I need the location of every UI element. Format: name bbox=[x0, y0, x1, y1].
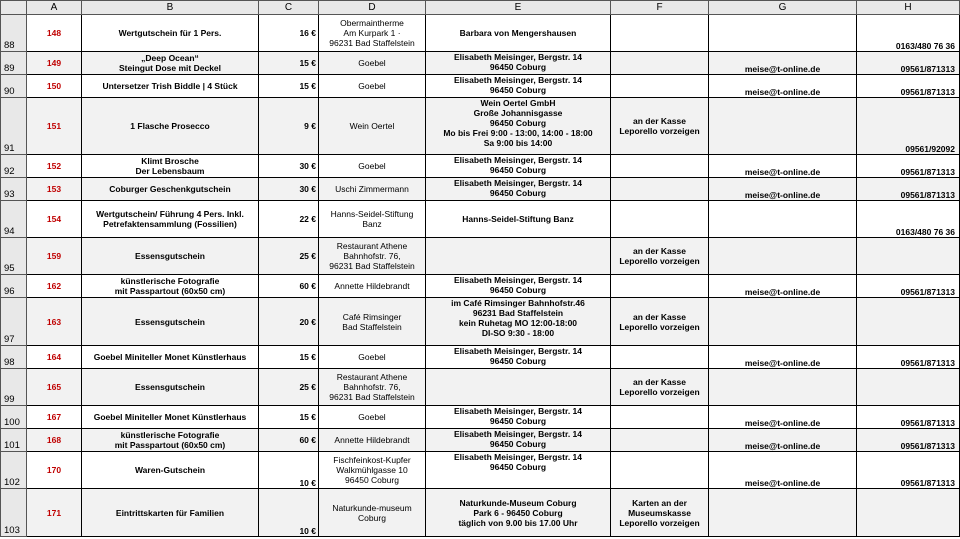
cell-e[interactable]: Elisabeth Meisinger, Bergstr. 14 96450 Coburg bbox=[426, 346, 611, 369]
cell-g[interactable]: meise@t-online.de bbox=[709, 155, 857, 178]
row-header[interactable]: 96 bbox=[1, 275, 27, 298]
cell-b[interactable]: „Deep Ocean“ Steingut Dose mit Deckel bbox=[82, 52, 259, 75]
cell-a[interactable]: 151 bbox=[27, 98, 82, 155]
cell-h[interactable]: 09561/871313 bbox=[857, 452, 960, 489]
cell-a[interactable]: 171 bbox=[27, 489, 82, 537]
cell-c[interactable]: 9 € bbox=[259, 98, 319, 155]
column-header-f[interactable]: F bbox=[611, 1, 709, 15]
column-header-g[interactable]: G bbox=[709, 1, 857, 15]
cell-e[interactable]: im Café Rimsinger Bahnhofstr.46 96231 Bad Staffelstein kein Ruhetag MO 12:00-18:00 DI-SO 9:30 - 18:00 bbox=[426, 298, 611, 346]
cell-g[interactable]: meise@t-online.de bbox=[709, 406, 857, 429]
cell-c[interactable]: 20 € bbox=[259, 298, 319, 346]
cell-c[interactable]: 30 € bbox=[259, 178, 319, 201]
cell-g[interactable] bbox=[709, 201, 857, 238]
cell-a[interactable]: 170 bbox=[27, 452, 82, 489]
cell-e[interactable]: Naturkunde-Museum Coburg Park 6 - 96450 Coburg täglich von 9.00 bis 17.00 Uhr bbox=[426, 489, 611, 537]
table-row bbox=[1, 298, 960, 346]
cell-b[interactable]: Wertgutschein/ Führung 4 Pers. Inkl. Petrefaktensammlung (Fossilien) bbox=[82, 201, 259, 238]
cell-f[interactable] bbox=[611, 452, 709, 489]
table-row bbox=[1, 406, 960, 429]
cell-h[interactable]: 09561/92092 bbox=[857, 98, 960, 155]
cell-d[interactable]: Café Rimsinger Bad Staffelstein bbox=[319, 298, 426, 346]
table-row bbox=[1, 429, 960, 452]
cell-h[interactable] bbox=[857, 489, 960, 537]
cell-b[interactable]: 1 Flasche Prosecco bbox=[82, 98, 259, 155]
cell-e[interactable]: Elisabeth Meisinger, Bergstr. 14 96450 Coburg bbox=[426, 275, 611, 298]
row-header[interactable]: 98 bbox=[1, 346, 27, 369]
cell-d[interactable]: Goebel bbox=[319, 52, 426, 75]
cell-g[interactable] bbox=[709, 98, 857, 155]
cell-d[interactable]: Uschi Zimmermann bbox=[319, 178, 426, 201]
row-header[interactable]: 99 bbox=[1, 369, 27, 406]
table-row bbox=[1, 452, 960, 489]
cell-c[interactable]: 60 € bbox=[259, 429, 319, 452]
table-row bbox=[1, 178, 960, 201]
cell-a[interactable]: 163 bbox=[27, 298, 82, 346]
column-header-d[interactable]: D bbox=[319, 1, 426, 15]
cell-h[interactable]: 09561/871313 bbox=[857, 155, 960, 178]
row-header[interactable]: 94 bbox=[1, 201, 27, 238]
cell-g[interactable]: meise@t-online.de bbox=[709, 346, 857, 369]
cell-d[interactable]: Annette Hildebrandt bbox=[319, 275, 426, 298]
cell-g[interactable]: meise@t-online.de bbox=[709, 275, 857, 298]
table-row bbox=[1, 275, 960, 298]
cell-h[interactable]: 09561/871313 bbox=[857, 429, 960, 452]
cell-a[interactable]: 154 bbox=[27, 201, 82, 238]
cell-b[interactable]: künstlerische Fotografie mit Passpartout (60x50 cm) bbox=[82, 429, 259, 452]
cell-a[interactable]: 152 bbox=[27, 155, 82, 178]
cell-a[interactable]: 150 bbox=[27, 75, 82, 98]
table-row bbox=[1, 238, 960, 275]
cell-e[interactable]: Hanns-Seidel-Stiftung Banz bbox=[426, 201, 611, 238]
cell-e[interactable]: Wein Oertel GmbH Große Johannisgasse 96450 Coburg Mo bis Frei 9:00 - 13:00, 14:00 - 18:00 Sa 9:00 bis 14:00 bbox=[426, 98, 611, 155]
row-header[interactable]: 103 bbox=[1, 489, 27, 537]
column-header-c[interactable]: C bbox=[259, 1, 319, 15]
row-header[interactable]: 100 bbox=[1, 406, 27, 429]
cell-g[interactable]: meise@t-online.de bbox=[709, 452, 857, 489]
cell-b[interactable]: Essensgutschein bbox=[82, 238, 259, 275]
cell-e[interactable]: Barbara von Mengershausen bbox=[426, 15, 611, 52]
cell-b[interactable]: Eintrittskarten für Familien bbox=[82, 489, 259, 537]
cell-f[interactable] bbox=[611, 429, 709, 452]
cell-a[interactable]: 162 bbox=[27, 275, 82, 298]
cell-c[interactable]: 60 € bbox=[259, 275, 319, 298]
cell-b[interactable]: Essensgutschein bbox=[82, 298, 259, 346]
row-header[interactable]: 95 bbox=[1, 238, 27, 275]
cell-h[interactable] bbox=[857, 369, 960, 406]
cell-d[interactable]: Goebel bbox=[319, 346, 426, 369]
cell-d[interactable]: Hanns-Seidel-Stiftung Banz bbox=[319, 201, 426, 238]
cell-h[interactable]: 09561/871313 bbox=[857, 406, 960, 429]
cell-a[interactable]: 168 bbox=[27, 429, 82, 452]
cell-e[interactable]: Elisabeth Meisinger, Bergstr. 14 96450 Coburg bbox=[426, 178, 611, 201]
cell-d[interactable]: Restaurant Athene Bahnhofstr. 76, 96231 Bad Staffelstein bbox=[319, 238, 426, 275]
cell-g[interactable]: meise@t-online.de bbox=[709, 429, 857, 452]
table-row bbox=[1, 346, 960, 369]
row-header[interactable]: 97 bbox=[1, 298, 27, 346]
cell-a[interactable]: 164 bbox=[27, 346, 82, 369]
cell-c[interactable]: 25 € bbox=[259, 238, 319, 275]
cell-f[interactable] bbox=[611, 201, 709, 238]
cell-f[interactable]: an der Kasse Leporello vorzeigen bbox=[611, 298, 709, 346]
cell-g[interactable]: meise@t-online.de bbox=[709, 52, 857, 75]
column-header-a[interactable]: A bbox=[27, 1, 82, 15]
cell-c[interactable]: 15 € bbox=[259, 75, 319, 98]
cell-h[interactable] bbox=[857, 238, 960, 275]
cell-f[interactable] bbox=[611, 346, 709, 369]
cell-a[interactable]: 165 bbox=[27, 369, 82, 406]
cell-d[interactable]: Goebel bbox=[319, 75, 426, 98]
cell-g[interactable] bbox=[709, 489, 857, 537]
cell-c[interactable]: 16 € bbox=[259, 15, 319, 52]
select-all-corner[interactable] bbox=[1, 1, 27, 15]
cell-d[interactable]: Restaurant Athene Bahnhofstr. 76, 96231 Bad Staffelstein bbox=[319, 369, 426, 406]
row-header[interactable]: 101 bbox=[1, 429, 27, 452]
cell-h[interactable]: 09561/871313 bbox=[857, 275, 960, 298]
row-header[interactable]: 92 bbox=[1, 155, 27, 178]
row-header[interactable]: 89 bbox=[1, 52, 27, 75]
cell-b[interactable]: Waren-Gutschein bbox=[82, 452, 259, 489]
cell-c[interactable]: 25 € bbox=[259, 369, 319, 406]
cell-f[interactable] bbox=[611, 275, 709, 298]
cell-h[interactable]: 0163/480 76 36 bbox=[857, 201, 960, 238]
cell-c[interactable]: 15 € bbox=[259, 52, 319, 75]
cell-b[interactable]: Klimt Brosche Der Lebensbaum bbox=[82, 155, 259, 178]
cell-e[interactable]: Elisabeth Meisinger, Bergstr. 14 96450 Coburg bbox=[426, 452, 611, 489]
cell-b[interactable]: Wertgutschein für 1 Pers. bbox=[82, 15, 259, 52]
table-row bbox=[1, 52, 960, 75]
table-row bbox=[1, 75, 960, 98]
cell-h[interactable]: 09561/871313 bbox=[857, 75, 960, 98]
cell-d[interactable]: Annette Hildebrandt bbox=[319, 429, 426, 452]
cell-e[interactable] bbox=[426, 369, 611, 406]
row-header[interactable]: 93 bbox=[1, 178, 27, 201]
cell-g[interactable] bbox=[709, 15, 857, 52]
cell-b[interactable]: künstlerische Fotografie mit Passpartout (60x50 cm) bbox=[82, 275, 259, 298]
cell-d[interactable]: Goebel bbox=[319, 155, 426, 178]
cell-b[interactable]: Untersetzer Trish Biddle | 4 Stück bbox=[82, 75, 259, 98]
row-header[interactable]: 90 bbox=[1, 75, 27, 98]
cell-d[interactable]: Obermaintherme Am Kurpark 1 · 96231 Bad Staffelstein bbox=[319, 15, 426, 52]
cell-f[interactable] bbox=[611, 178, 709, 201]
cell-f[interactable]: an der Kasse Leporello vorzeigen bbox=[611, 238, 709, 275]
cell-c[interactable]: 15 € bbox=[259, 346, 319, 369]
cell-e[interactable]: Elisabeth Meisinger, Bergstr. 14 96450 Coburg bbox=[426, 52, 611, 75]
cell-a[interactable]: 167 bbox=[27, 406, 82, 429]
cell-f[interactable]: Karten an der Museumskasse Leporello vorzeigen bbox=[611, 489, 709, 537]
cell-b[interactable]: Coburger Geschenkgutschein bbox=[82, 178, 259, 201]
column-header-h[interactable]: H bbox=[857, 1, 960, 15]
cell-h[interactable]: 09561/871313 bbox=[857, 52, 960, 75]
row-header[interactable]: 91 bbox=[1, 98, 27, 155]
cell-a[interactable]: 148 bbox=[27, 15, 82, 52]
cell-f[interactable] bbox=[611, 75, 709, 98]
row-header[interactable]: 102 bbox=[1, 452, 27, 489]
cell-b[interactable]: Goebel Miniteller Monet Künstlerhaus bbox=[82, 406, 259, 429]
cell-d[interactable]: Wein Oertel bbox=[319, 98, 426, 155]
cell-f[interactable]: an der Kasse Leporello vorzeigen bbox=[611, 369, 709, 406]
cell-g[interactable]: meise@t-online.de bbox=[709, 75, 857, 98]
column-header-row bbox=[1, 1, 960, 15]
cell-g[interactable] bbox=[709, 298, 857, 346]
cell-a[interactable]: 159 bbox=[27, 238, 82, 275]
table-row bbox=[1, 155, 960, 178]
cell-e[interactable]: Elisabeth Meisinger, Bergstr. 14 96450 Coburg bbox=[426, 406, 611, 429]
cell-c[interactable]: 10 € bbox=[259, 489, 319, 537]
cell-h[interactable]: 09561/871313 bbox=[857, 346, 960, 369]
column-header-e[interactable]: E bbox=[426, 1, 611, 15]
cell-e[interactable] bbox=[426, 238, 611, 275]
cell-f[interactable] bbox=[611, 52, 709, 75]
table-row bbox=[1, 98, 960, 155]
cell-b[interactable]: Goebel Miniteller Monet Künstlerhaus bbox=[82, 346, 259, 369]
cell-f[interactable] bbox=[611, 155, 709, 178]
cell-g[interactable] bbox=[709, 369, 857, 406]
cell-c[interactable]: 30 € bbox=[259, 155, 319, 178]
cell-f[interactable] bbox=[611, 406, 709, 429]
column-header-b[interactable]: B bbox=[82, 1, 259, 15]
table-row bbox=[1, 201, 960, 238]
cell-h[interactable]: 09561/871313 bbox=[857, 178, 960, 201]
cell-c[interactable]: 10 € bbox=[259, 452, 319, 489]
cell-a[interactable]: 149 bbox=[27, 52, 82, 75]
cell-b[interactable]: Essensgutschein bbox=[82, 369, 259, 406]
cell-e[interactable]: Elisabeth Meisinger, Bergstr. 14 96450 Coburg bbox=[426, 155, 611, 178]
grid-body bbox=[1, 15, 960, 537]
cell-h[interactable]: 0163/480 76 36 bbox=[857, 15, 960, 52]
cell-f[interactable]: an der Kasse Leporello vorzeigen bbox=[611, 98, 709, 155]
cell-g[interactable]: meise@t-online.de bbox=[709, 178, 857, 201]
table-row bbox=[1, 489, 960, 537]
table-row bbox=[1, 15, 960, 52]
cell-c[interactable]: 15 € bbox=[259, 406, 319, 429]
cell-d[interactable]: Goebel bbox=[319, 406, 426, 429]
row-header[interactable]: 88 bbox=[1, 15, 27, 52]
cell-e[interactable]: Elisabeth Meisinger, Bergstr. 14 96450 Coburg bbox=[426, 429, 611, 452]
cell-e[interactable]: Elisabeth Meisinger, Bergstr. 14 96450 Coburg bbox=[426, 75, 611, 98]
cell-d[interactable]: Naturkunde-museum Coburg bbox=[319, 489, 426, 537]
cell-a[interactable]: 153 bbox=[27, 178, 82, 201]
cell-f[interactable] bbox=[611, 15, 709, 52]
cell-d[interactable]: Fischfeinkost-Kupfer Walkmühlgasse 10 96450 Coburg bbox=[319, 452, 426, 489]
cell-c[interactable]: 22 € bbox=[259, 201, 319, 238]
table-row bbox=[1, 369, 960, 406]
cell-g[interactable] bbox=[709, 238, 857, 275]
cell-h[interactable] bbox=[857, 298, 960, 346]
